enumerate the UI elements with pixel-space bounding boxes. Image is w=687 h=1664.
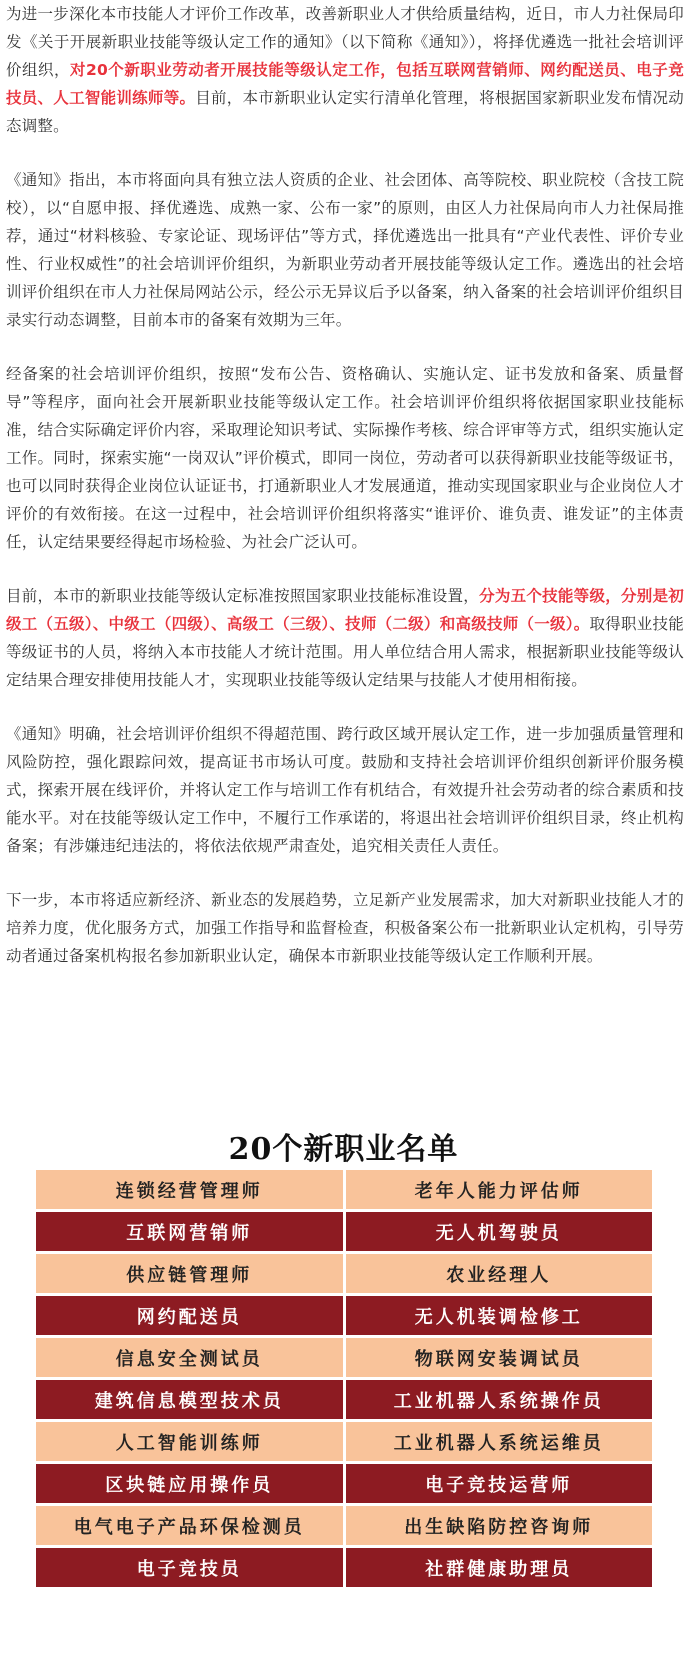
job-name: 建筑信息模型技术员: [36, 1380, 343, 1419]
job-row: [36, 1506, 652, 1545]
job-name: 电子竞技运营师: [346, 1464, 653, 1503]
job-row: [36, 1254, 652, 1293]
p1-intro: 为进一步深化本市技能人才评价工作改革，改善新职业人才供给质量结构，近日，市人力社保局印发《关于开展新职业技能等级认定工作的通知》（以下简称《通知》），将择优遴选一批社会培训评价组织，: [6, 5, 684, 79]
job-name: 出生缺陷防控咨询师: [346, 1506, 653, 1545]
job-list-title: 20个新职业名单: [228, 1132, 459, 1167]
job-list-grid: [36, 1170, 652, 1590]
job-name: 互联网营销师: [36, 1212, 343, 1251]
article-body: [6, 0, 684, 996]
job-name: 农业经理人: [346, 1254, 653, 1293]
job-name: 连锁经营管理师: [36, 1170, 343, 1209]
job-row: [36, 1212, 652, 1251]
paragraph-5: 《通知》明确，社会培训评价组织不得超范围、跨行政区域开展认定工作，进一步加强质量管理和风险防控，强化跟踪问效，提高证书市场认可度。鼓励和支持社会培训评价组织创新评价服务模式，探索开展在线评价，并将认定工作与培训工作有机结合，有效提升社会劳动者的综合素质和技能水平。对在技能等级认定工作中，不履行工作承诺的，将退出社会培训评价组织目录，终止机构备案；有涉嫌违纪违法的，将依法依规严肃查处，追究相关责任人责任。: [6, 725, 684, 855]
paragraph-4: [6, 582, 684, 694]
job-row: [36, 1548, 652, 1587]
p4-intro: 目前，本市的新职业技能等级认定标准按照国家职业技能标准设置，: [6, 587, 480, 605]
job-row: [36, 1338, 652, 1377]
job-name: 老年人能力评估师: [346, 1170, 653, 1209]
p1-highlight: 对20个新职业劳动者开展技能等级认定工作，包括互联网营销师、网约配送员、电子竞技员、人工智能训练师等。: [6, 61, 684, 107]
job-row: [36, 1464, 652, 1503]
job-name: 工业机器人系统运维员: [346, 1422, 653, 1461]
job-name: 区块链应用操作员: [36, 1464, 343, 1503]
paragraph-1: [6, 0, 684, 140]
job-name: 无人机驾驶员: [346, 1212, 653, 1251]
job-name: 工业机器人系统操作员: [346, 1380, 653, 1419]
job-name: 供应链管理师: [36, 1254, 343, 1293]
job-name: 物联网安装调试员: [346, 1338, 653, 1377]
job-name: 电气电子产品环保检测员: [36, 1506, 343, 1545]
job-row: [36, 1380, 652, 1419]
job-row: [36, 1296, 652, 1335]
job-name: 网约配送员: [36, 1296, 343, 1335]
paragraph-3: 经备案的社会培训评价组织，按照“发布公告、资格确认、实施认定、证书发放和备案、质量督导”等程序，面向社会开展新职业技能等级认定工作。社会培训评价组织将依据国家职业技能标准，结合实际确定评价内容，采取理论知识考试、实际操作考核、综合评审等方式，组织实施认定工作。同时，探索实施“一岗双认”评价模式，即同一岗位，劳动者可以获得新职业技能等级证书，也可以同时获得企业岗位认证证书，打通新职业人才发展通道，推动实现国家职业与企业岗位人才评价的有效衔接。在这一过程中，社会培训评价组织将落实“谁评价、谁负责、谁发证”的主体责任，认定结果要经得起市场检验、为社会广泛认可。: [6, 365, 684, 551]
p4-highlight: 分为五个技能等级，分别是初级工（五级）、中级工（四级）、高级工（三级）、技师（二级）和高级技师（一级）。: [6, 587, 684, 633]
job-name: 信息安全测试员: [36, 1338, 343, 1377]
job-name: 人工智能训练师: [36, 1422, 343, 1461]
paragraph-6: 下一步，本市将适应新经济、新业态的发展趋势，立足新产业发展需求，加大对新职业技能人才的培养力度，优化服务方式，加强工作指导和监督检查，积极备案公布一批新职业认定机构，引导劳动者通过备案机构报名参加新职业认定，确保本市新职业技能等级认定工作顺利开展。: [6, 891, 684, 965]
paragraph-2: 《通知》指出，本市将面向具有独立法人资质的企业、社会团体、高等院校、职业院校（含技工院校），以“自愿申报、择优遴选、成熟一家、公布一家”的原则，由区人力社保局向市人力社保局推荐，通过“材料核验、专家论证、现场评估”等方式，择优遴选出一批具有“产业代表性、评价专业性、行业权威性”的社会培训评价组织，为新职业劳动者开展技能等级认定工作。遴选出的社会培训评价组织在市人力社保局网站公示，经公示无异议后予以备案，纳入备案的社会培训评价组织目录实行动态调整，目前本市的备案有效期为三年。: [6, 171, 684, 329]
job-name: 电子竞技员: [36, 1548, 343, 1587]
job-row: [36, 1422, 652, 1461]
job-row: [36, 1170, 652, 1209]
p4-tail: 取得职业技能等级证书的人员，将纳入本市技能人才统计范围。用人单位结合用人需求，根据新职业技能等级认定结果合理安排使用技能人才，实现职业技能等级认定结果与技能人才使用相衔接。: [6, 615, 684, 689]
job-name: 无人机装调检修工: [346, 1296, 653, 1335]
p1-tail: 目前，本市新职业认定实行清单化管理，将根据国家新职业发布情况动态调整。: [6, 89, 685, 135]
job-name: 社群健康助理员: [346, 1548, 653, 1587]
